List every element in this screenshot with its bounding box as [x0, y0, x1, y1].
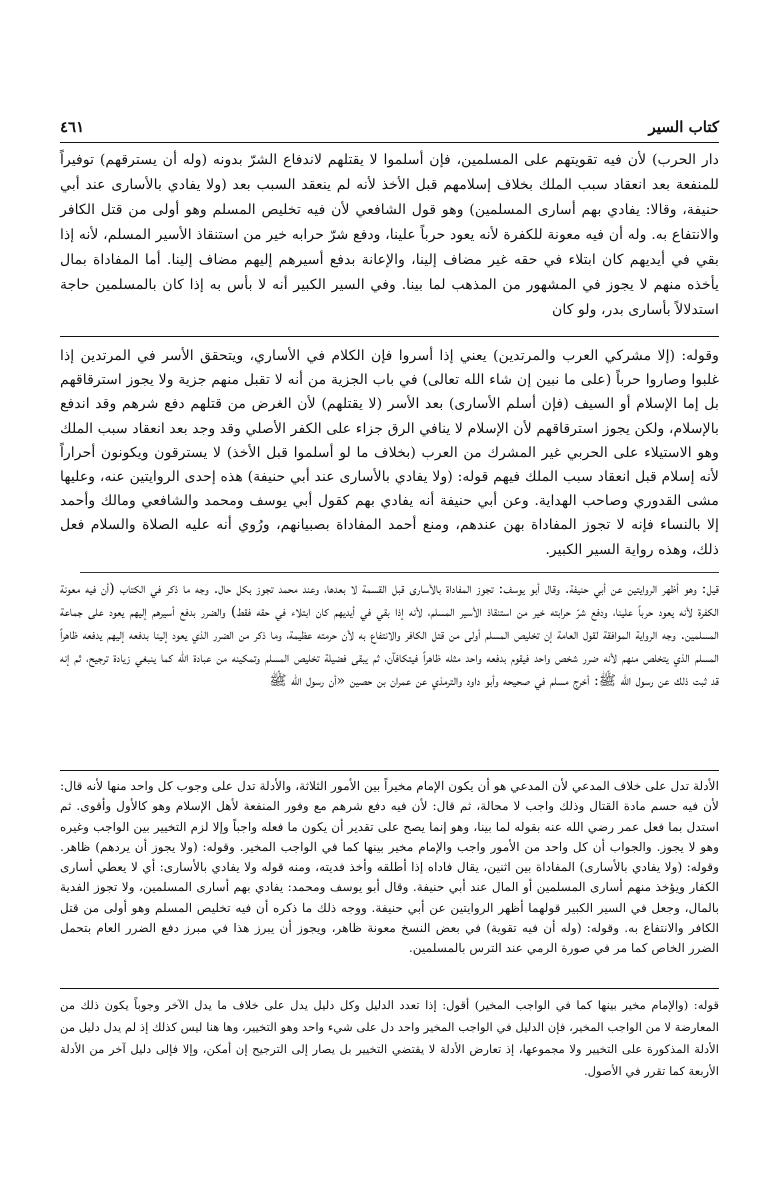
commentary-text-3: الأدلة تدل على خلاف المدعي لأن المدعي هو أن يكون الإمام مخيراً بين الأمور الثلاثة، والأدلة تدل على وجوب كل واحد منها لأنه قال: لأن فيه حسم مادة القتال وذلك واجب لا محالة، ثم قال: لأن فيه دفع شرهم مع وفور المنفعة لأهل الإسلام وهو كالأول وأقوى. ثم استدل بما فعل عمر رضي الله عنه بقوله لما بينا، وهو إنما يصح على تقدير أن يكون ما فعله واجباً وإلا لزم التخيير بين الواجب وغيره وهو لا يجوز. والجواب أن كل واحد من الأمور واجب والإمام مخير بينها كما في الواجب المخير. وقوله: (ولا يجوز أن يردهم) ظاهر. وقوله: (ولا يفادي بالأسارى) المفاداة بين اثنين، يقال فاداه إذا أطلقه وأخذ فديته، ومنه قوله ولا يفادي بالأسارى: أي لا يعطي أسارى الكفار ويؤخذ منهم أسارى المسلمين أو المال عند أبي حنيفة. وقال أبو يوسف ومحمد: يفادي بهم أسارى المسلمين، ولا تجوز الفدية بالمال، وجعل في السير الكبير قولهما أظهر الروايتين عن أبي حنيفة. ووجه ذلك ما ذكره أن فيه تخليص المسلم وهو أولى من قتل الكافر والانتفاع به. وقوله: (وله أن فيه تقوية) في بعض النسخ معونة ظاهر، ويجوز أن يبرز هذا في مبرز دفع الضرر العام بتحمل الضرر الخاص كما مر في صورة الرمي عند الترس بالمسلمين.: [60, 779, 719, 956]
commentary-text-2: قيل: وهو أظهر الروايتين عن أبي حنيفة. وقال أبو يوسف: تجوز المفاداة بالأسارى قبل القسمة لا بعدها، وعند محمد تجوز بكل حال. وجه ما ذكر في الكتاب (أن فيه معونة الكفرة لأنه يعود حرباً علينا، ودفع شرّ حرابته خير من استنقاذ الأسير المسلم، لأنه إذا بقي في أيديهم كان ابتلاء في حقه فقط) والضرر بدفع أسيرهم إليهم يعود على جماعة المسلمين. وجه الرواية الموافقة لقول العامة إن تخليص المسلم أولى من قتل الكافر والانتفاع به لأن حرمته عظيمة، وما ذكر من الضرر الذي يعود إلينا بدفعه إليهم يدفعه ظاهراً المسلم الذي يتخلص منهم لأنه ضرر شخص واحد فيقوم بدفعه واحد مثله ظاهراً فيتكافآن، ثم يبقى فضيلة تخليص المسلم وتمكينه من عبادة الله كما ينبغي زيادة ترجيح، ثم إنه قد ثبت ذلك عن رسول الله ﷺ: أخرج مسلم في صحيحه وأبو داود والترمذي عن عمران بن حصين «أن رسول الله ﷺ: [60, 581, 719, 689]
commentary-block-1: [60, 344, 719, 566]
main-text: دار الحرب) لأن فيه تقويتهم على المسلمين، فإن أسلموا لا يقتلهم لاندفاع الشرّ بدونه (وله أن يسترقهم) توفيراً للمنفعة بعد انعقاد سبب الملك بخلاف إسلامهم قبل الأخذ لأنه لم ينعقد السبب بعد (ولا يفادي بالأسارى عند أبي حنيفة، وقالا: يفادي بهم أسارى المسلمين) وهو قول الشافعي لأن فيه تخليص المسلم وهو أولى من قتل الكافر والانتفاع به. وله أن فيه معونة للكفرة لأنه يعود حرباً علينا، ودفع شرّ حرابه خير من استنقاذ الأسير المسلم، لأنه إذا بقي في أيديهم كان ابتلاء في حقه غير مضاف إلينا، والإعانة بدفع أسيرهم إليهم مضاف إلينا. أما المفاداة بمال يأخذه منهم لا يجوز في المشهور من المذهب لما بينا. وفي السير الكبير أنه لا بأس به إذا كان بالمسلمين حاجة استدلالاً بأسارى بدر، ولو كان: [60, 152, 719, 318]
paragraph-divider: [80, 572, 719, 573]
footnote-block: [60, 994, 719, 1106]
section-divider: [60, 336, 719, 337]
commentary-block-3: [60, 776, 719, 982]
page-header: [60, 118, 719, 143]
commentary-block-2: [60, 578, 719, 764]
section-divider: [60, 770, 719, 771]
footnote-text: قوله: (والإمام مخير بينها كما في الواجب المخير) أقول: إذا تعدد الدليل وكل دليل يدل على خلاف ما يدل الآخر وجوباً يكون ذلك من المعارضة لا من الواجب المخير، فإن الدليل في الواجب المخير واحد دل على شيء واحد وهو التخيير، وها هنا ليس كذلك إذ لم يدل دليل من الأدلة المذكورة على التخيير ولا مجموعها، إذ تعارض الأدلة لا يقتضي التخيير بل يصار إلى الترجيح إن أمكن، وإلا فإلى دليل آخر من الأدلة الأربعة كما تقرر في الأصول.: [60, 998, 719, 1078]
main-text-block: [60, 148, 719, 328]
page-number: ٤٦١: [60, 118, 85, 136]
section-divider: [60, 988, 719, 989]
running-title: كتاب السير: [648, 118, 719, 136]
commentary-text-1: وقوله: (إلا مشركي العرب والمرتدين) يعني إذا أسروا فإن الكلام في الأساري، ويتحقق الأسر في المرتدين إذا غلبوا وصاروا حرباً (على ما نبين إن شاء الله تعالى) في باب الجزية من أنه لا تقبل منهم جزية ولا يجوز استرقاقهم بل إما الإسلام أو السيف (فإن أسلم الأسارى) بعد الأسر (لا يقتلهم) لأن الغرض من قتلهم دفع شرهم وقد اندفع بالإسلام، ولكن يجوز استرقاقهم لأن الإسلام لا ينافي الرق جزاء على الكفر الأصلي وقد وجد بعد انعقاد سبب الملك وهو الاستيلاء على الحربي غير المشرك من العرب (بخلاف ما لو أسلموا قبل الأخذ) لا يسترقون ويكونون أحراراً لأنه إسلام قبل انعقاد سبب الملك فيهم قوله: (ولا يفادي بالأسارى عند أبي حنيفة) هذه إحدى الروايتين عنه، وعليها مشى القدوري وصاحب الهداية. وعن أبي حنيفة أنه يفادي بهم كقول أبي يوسف ومحمد والشافعي ومالك وأحمد إلا بالنساء فإنه لا تجوز المفاداة بهن عندهم، ومنع أحمد المفاداة بصبيانهم، ورُوي أنه عليه الصلاة والسلام فعل ذلك، وهذه رواية السير الكبير.: [60, 348, 719, 558]
